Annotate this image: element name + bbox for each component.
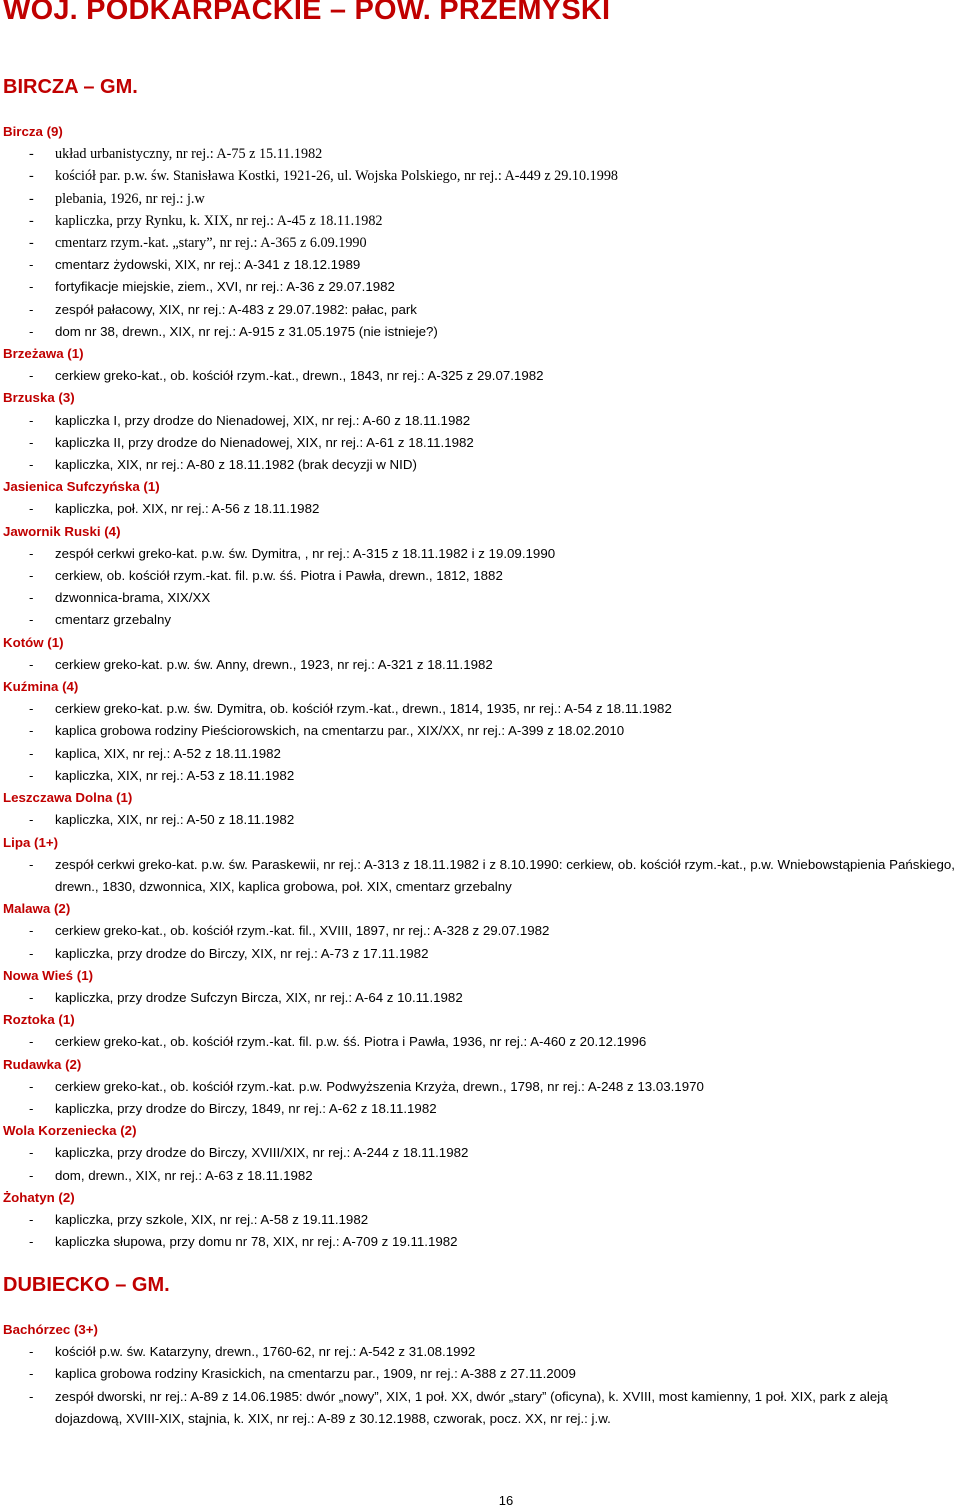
monument-entry: - fortyfikacje miejskie, ziem., XVI, nr rej.: A-36 z 29.07.1982 xyxy=(0,276,960,298)
monument-entry: - dom, drewn., XIX, nr rej.: A-63 z 18.11.1982 xyxy=(0,1165,960,1187)
locality-heading: Żohatyn (2) xyxy=(3,1189,75,1205)
monument-entry: - kapliczka, przy Rynku, k. XIX, nr rej.: A-45 z 18.11.1982 xyxy=(0,210,960,232)
locality-item-list xyxy=(0,1076,960,1120)
locality-heading: Kotów (1) xyxy=(3,634,64,650)
locality-item-list xyxy=(0,698,960,787)
monument-entry: - kościół par. p.w. św. Stanisława Kostki, 1921-26, ul. Wojska Polskiego, nr rej.: A-449 z 29.10.1998 xyxy=(0,165,960,187)
locality-item-list xyxy=(0,1031,960,1053)
locality-heading: Malawa (2) xyxy=(3,901,71,917)
monument-entry: - dom nr 38, drewn., XIX, nr rej.: A-915 z 31.05.1975 (nie istnieje?) xyxy=(0,321,960,343)
monument-entry: - cmentarz grzebalny xyxy=(0,609,960,631)
monument-entry: - zespół cerkwi greko-kat. p.w. św. Dymitra, , nr rej.: A-315 z 18.11.1982 i z 19.09.1990 xyxy=(0,543,960,565)
monument-entry: - cerkiew greko-kat. p.w. św. Dymitra, ob. kościół rzym.-kat., drewn., 1814, 1935, nr rej.: A-54 z 18.11.1982 xyxy=(0,698,960,720)
monument-entry: - kaplica grobowa rodziny Krasickich, na cmentarzu par., 1909, nr rej.: A-388 z 27.11.2009 xyxy=(0,1363,960,1385)
locality-item-list xyxy=(0,543,960,632)
monument-entry: - kaplica grobowa rodziny Pieściorowskich, na cmentarzu par., XIX/XX, nr rej.: A-399 z 18.02.2010 xyxy=(0,720,960,742)
locality-heading: Brzuska (3) xyxy=(3,390,75,406)
locality-heading: Lipa (1+) xyxy=(3,834,59,850)
monument-entry: - zespół dworski, nr rej.: A-89 z 14.06.1985: dwór „nowy”, XIX, 1 poł. XX, dwór „stary” (oficyna), k. XVIII, most kamienny, 1 poł. XIX, park z aleją dojazdową, XVIII-XIX, stajnia, k. XIX, nr rej.: A-89 z 30.12.1988, czworak, pocz. XX, nr rej.: j.w. xyxy=(0,1386,960,1430)
locality-heading: Brzeżawa (1) xyxy=(3,346,84,362)
locality-heading: Bachórzec (3+) xyxy=(3,1322,98,1337)
locality-heading: Bircza (9) xyxy=(3,124,63,139)
gmina-dubiecko-content xyxy=(0,1319,960,1430)
gmina-heading-dubiecko: DUBIECKO – GM. xyxy=(3,1274,170,1296)
monument-entry: - kościół p.w. św. Katarzyny, drewn., 1760-62, nr rej.: A-542 z 31.08.1992 xyxy=(0,1341,960,1363)
monument-entry: - kapliczka, XIX, nr rej.: A-50 z 18.11.1982 xyxy=(0,809,960,831)
locality-item-list xyxy=(0,854,960,898)
locality-item-list xyxy=(0,1209,960,1253)
monument-entry: - cmentarz rzym.-kat. „stary”, nr rej.: A-365 z 6.09.1990 xyxy=(0,232,960,254)
page-number: 16 xyxy=(498,1493,514,1508)
monument-entry: - układ urbanistyczny, nr rej.: A-75 z 15.11.1982 xyxy=(0,143,960,165)
locality-item-list xyxy=(0,654,960,676)
monument-entry: - cmentarz żydowski, XIX, nr rej.: A-341 z 18.12.1989 xyxy=(0,254,960,276)
monument-entry: - kapliczka, przy drodze do Birczy, XIX, nr rej.: A-73 z 17.11.1982 xyxy=(0,943,960,965)
monument-entry: - kapliczka słupowa, przy domu nr 78, XIX, nr rej.: A-709 z 19.11.1982 xyxy=(0,1231,960,1253)
monument-entry: - kapliczka I, przy drodze do Nienadowej, XIX, nr rej.: A-60 z 18.11.1982 xyxy=(0,410,960,432)
monument-entry: - kaplica, XIX, nr rej.: A-52 z 18.11.1982 xyxy=(0,743,960,765)
monument-entry: - cerkiew greko-kat., ob. kościół rzym.-kat. fil., XVIII, 1897, nr rej.: A-328 z 29.07.1982 xyxy=(0,920,960,942)
locality-item-list xyxy=(0,143,960,343)
monument-entry: - cerkiew greko-kat., ob. kościół rzym.-kat. fil. p.w. śś. Piotra i Pawła, 1936, nr rej.: A-460 z 20.12.1996 xyxy=(0,1031,960,1053)
locality-item-list xyxy=(0,410,960,477)
monument-entry: - kapliczka, XIX, nr rej.: A-53 z 18.11.1982 xyxy=(0,765,960,787)
locality-item-list xyxy=(0,365,960,387)
monument-entry: - plebania, 1926, nr rej.: j.w xyxy=(0,188,960,210)
monument-entry: - dzwonnica-brama, XIX/XX xyxy=(0,587,960,609)
locality-item-list xyxy=(0,809,960,831)
locality-heading: Wola Korzeniecka (2) xyxy=(3,1123,137,1139)
monument-entry: - kapliczka, XIX, nr rej.: A-80 z 18.11.1982 (brak decyzji w NID) xyxy=(0,454,960,476)
locality-heading: Jawornik Ruski (4) xyxy=(3,523,121,539)
monument-entry: - cerkiew greko-kat., ob. kościół rzym.-kat., drewn., 1843, nr rej.: A-325 z 29.07.1982 xyxy=(0,365,960,387)
locality-item-list xyxy=(0,920,960,964)
locality-item-list xyxy=(0,1341,960,1430)
page-title: WOJ. PODKARPACKIE – POW. PRZEMYSKI xyxy=(3,0,611,26)
monument-entry: - kapliczka, przy szkole, XIX, nr rej.: A-58 z 19.11.1982 xyxy=(0,1209,960,1231)
monument-entry: - kapliczka, przy drodze do Birczy, XVIII/XIX, nr rej.: A-244 z 18.11.1982 xyxy=(0,1142,960,1164)
monument-entry: - zespół cerkwi greko-kat. p.w. św. Paraskewii, nr rej.: A-313 z 18.11.1982 i z 8.10.1990: cerkiew, ob. kościół rzym.-kat., p.w. Wniebowstąpienia Pańskiego, drewn., 1830, dzwonnica, XIX, kaplica grobowa, poł. XIX, cmentarz grzebalny xyxy=(0,854,960,898)
gmina-heading-bircza: BIRCZA – GM. xyxy=(3,76,138,98)
gmina-bircza-content xyxy=(0,121,960,1253)
locality-item-list xyxy=(0,1142,960,1186)
monument-entry: - cerkiew, ob. kościół rzym.-kat. fil. p.w. śś. Piotra i Pawła, drewn., 1812, 1882 xyxy=(0,565,960,587)
locality-heading: Jasienica Sufczyńska (1) xyxy=(3,479,160,495)
monument-entry: - kapliczka II, przy drodze do Nienadowej, XIX, nr rej.: A-61 z 18.11.1982 xyxy=(0,432,960,454)
locality-heading: Roztoka (1) xyxy=(3,1012,75,1028)
monument-entry: - kapliczka, poł. XIX, nr rej.: A-56 z 18.11.1982 xyxy=(0,498,960,520)
locality-heading: Kuźmina (4) xyxy=(3,679,79,695)
monument-entry: - cerkiew greko-kat. p.w. św. Anny, drewn., 1923, nr rej.: A-321 z 18.11.1982 xyxy=(0,654,960,676)
locality-item-list xyxy=(0,987,960,1009)
locality-heading: Leszczawa Dolna (1) xyxy=(3,790,133,806)
monument-entry: - cerkiew greko-kat., ob. kościół rzym.-kat. p.w. Podwyższenia Krzyża, drewn., 1798, nr rej.: A-248 z 13.03.1970 xyxy=(0,1076,960,1098)
monument-entry: - zespół pałacowy, XIX, nr rej.: A-483 z 29.07.1982: pałac, park xyxy=(0,299,960,321)
monument-entry: - kapliczka, przy drodze Sufczyn Bircza, XIX, nr rej.: A-64 z 10.11.1982 xyxy=(0,987,960,1009)
locality-heading: Nowa Wieś (1) xyxy=(3,967,94,983)
locality-item-list xyxy=(0,498,960,520)
locality-heading: Rudawka (2) xyxy=(3,1056,82,1072)
monument-entry: - kapliczka, przy drodze do Birczy, 1849, nr rej.: A-62 z 18.11.1982 xyxy=(0,1098,960,1120)
